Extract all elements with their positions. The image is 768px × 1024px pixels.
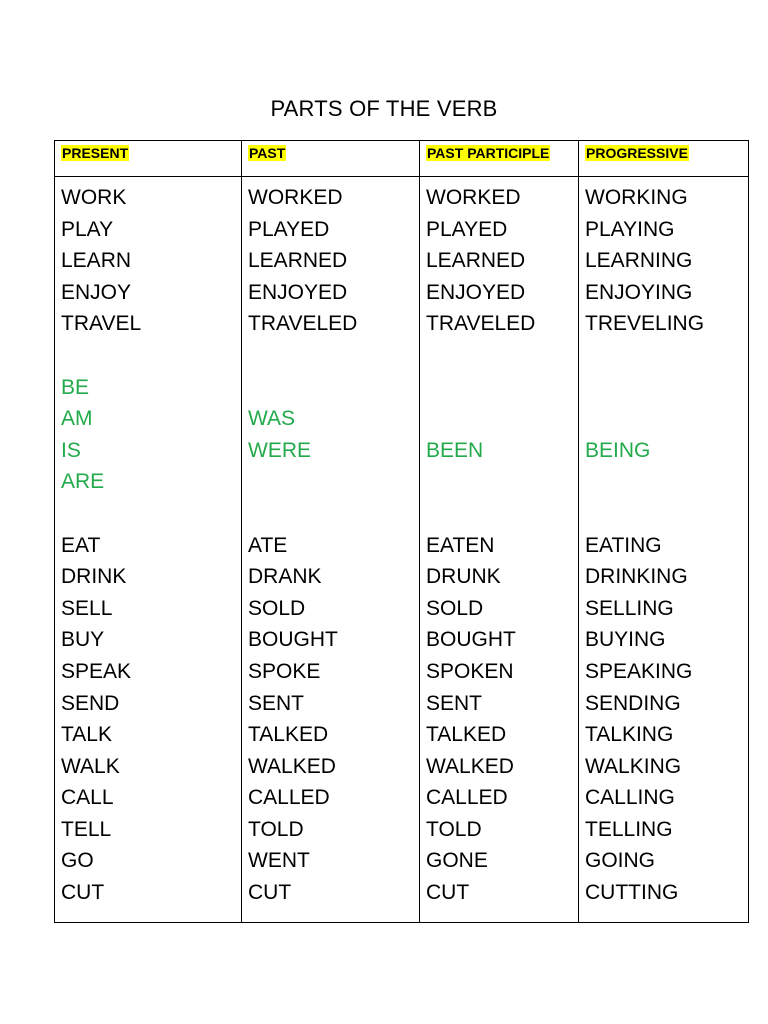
progressive-word: CUTTING [585,881,679,905]
past-word: LEARNED [248,249,348,273]
past-word: ATE [248,533,288,557]
progressive-word: WALKING [585,754,682,778]
body-row [55,177,749,923]
past-word: WENT [248,849,310,873]
progressive-word: SELLING [585,596,674,620]
present-word: TALK [61,723,112,747]
past-word: SOLD [248,596,306,620]
present-word: SPEAK [61,659,132,683]
progressive-word: GOING [585,849,656,873]
present-word: DRINK [61,565,127,589]
past-participle-word: TOLD [426,817,482,841]
past-participle-word: SPOKEN [426,659,514,683]
past-word: WERE [248,438,311,462]
progressive-word: CALLING [585,786,675,810]
past-participle-word: CUT [426,881,470,905]
past-participle-word: BEEN [426,438,484,462]
past-participle-word: TRAVELED [426,312,536,336]
past-word: CALLED [248,786,330,810]
past-participle-word: CALLED [426,786,508,810]
progressive-word: BEING [585,438,651,462]
present-word: BUY [61,628,105,652]
past-word: TOLD [248,817,304,841]
present-word: GO [61,849,94,873]
header-row [55,141,749,177]
page-title: PARTS OF THE VERB [270,96,498,121]
past-participle-word: DRUNK [426,565,501,589]
progressive-word: WORKING [585,186,688,209]
past-word: SPOKE [248,659,321,683]
present-word: LEARN [61,249,132,273]
past-participle-word [426,466,578,498]
present-word: EAT [61,533,101,557]
present-word: IS [61,438,81,462]
past-participle-word: LEARNED [426,249,526,273]
past-participle-word [426,340,578,372]
past-word: BOUGHT [248,628,338,652]
past-word: WAS [248,407,296,431]
progressive-word: SPEAKING [585,659,693,683]
past-word [248,340,419,372]
header-past: PAST [249,145,286,161]
past-word: ENJOYED [248,280,348,304]
present-word: ENJOY [61,280,132,304]
progressive-word: LEARNING [585,249,693,273]
progressive-word: ENJOYING [585,280,693,304]
present-word: SEND [61,691,120,715]
past-participle-word: TALKED [426,723,507,747]
header-progressive: PROGRESSIVE [586,145,688,161]
column-progressive [579,177,749,923]
header-present: PRESENT [62,145,129,161]
present-word: BE [61,375,90,399]
past-participle-word [426,498,578,530]
column-present [55,177,242,923]
present-word: WORK [61,186,127,209]
present-word [61,498,241,530]
present-word: TRAVEL [61,312,142,336]
past-participle-word: SOLD [426,596,484,620]
header-cell-present [55,141,242,177]
past-participle-word: WORKED [426,186,521,209]
past-word: SENT [248,691,305,715]
present-word: WALK [61,754,120,778]
past-participle-word: BOUGHT [426,628,516,652]
present-word: AM [61,407,93,431]
progressive-word [585,466,748,498]
progressive-word [585,372,748,404]
progressive-word [585,498,748,530]
progressive-word: EATING [585,533,662,557]
header-past-participle: PAST PARTICIPLE [427,145,550,161]
progressive-word: TALKING [585,723,674,747]
past-word: CUT [248,881,292,905]
header-cell-past [242,141,420,177]
progressive-word: DRINKING [585,565,688,589]
progressive-word: BUYING [585,628,666,652]
past-participle-word [426,403,578,435]
present-word: ARE [61,470,105,494]
past-word: PLAYED [248,217,330,241]
header-cell-progressive [579,141,749,177]
past-word: DRANK [248,565,322,589]
present-word: SELL [61,596,113,620]
progressive-word [585,403,748,435]
present-word: CALL [61,786,114,810]
past-participle-word: GONE [426,849,488,873]
column-past-participle [420,177,579,923]
present-word [61,340,241,372]
present-word: PLAY [61,217,114,241]
past-participle-word: ENJOYED [426,280,526,304]
past-word: TALKED [248,723,329,747]
present-word: TELL [61,817,112,841]
header-cell-past-participle [420,141,579,177]
present-word: CUT [61,881,105,905]
past-participle-word [426,372,578,404]
progressive-word: TREVELING [585,312,705,336]
past-word: WORKED [248,186,343,209]
past-participle-word: SENT [426,691,483,715]
past-participle-word: WALKED [426,754,514,778]
past-word [248,498,419,530]
progressive-word [585,340,748,372]
progressive-word: TELLING [585,817,673,841]
progressive-word: PLAYING [585,217,675,241]
past-word: TRAVELED [248,312,358,336]
past-participle-word: EATEN [426,533,495,557]
past-word [248,466,419,498]
verb-table [54,140,749,923]
past-word: WALKED [248,754,336,778]
past-participle-word: PLAYED [426,217,508,241]
progressive-word: SENDING [585,691,681,715]
past-word [248,372,419,404]
column-past [242,177,420,923]
